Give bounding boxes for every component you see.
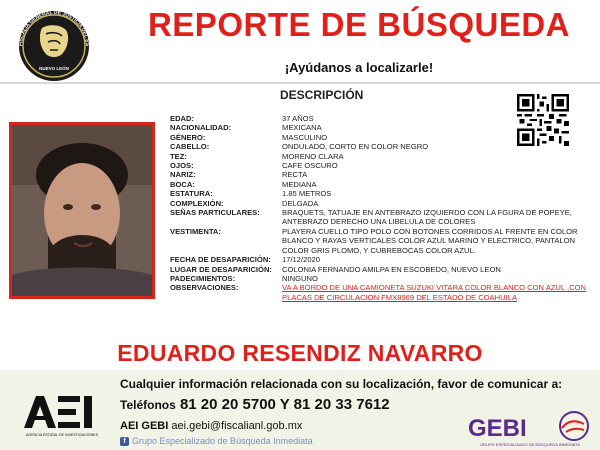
field-value: DELGADA <box>282 198 319 208</box>
email-address[interactable]: aei.gebi@fiscalianl.gob.mx <box>171 420 303 432</box>
field-row <box>170 123 595 132</box>
field-label: SEÑAS PARTICULARES: <box>170 208 260 218</box>
field-row <box>170 255 595 264</box>
person-photo-icon <box>12 125 152 296</box>
field-label: NACIONALIDAD: <box>170 123 232 133</box>
poster-title: REPORTE DE BÚSQUEDA <box>147 6 571 43</box>
field-row <box>170 227 595 255</box>
seal-state: NUEVO LEÓN <box>39 66 69 71</box>
description-heading: DESCRIPCIÓN <box>280 88 364 102</box>
field-label: LUGAR DE DESAPARICIÓN: <box>170 264 272 274</box>
facebook-icon: f <box>120 437 129 446</box>
field-row <box>170 283 595 302</box>
field-value: COLONIA FERNANDO AMILPA EN ESCOBEDO, NUEVO LEON <box>282 264 501 274</box>
contact-note: Cualquier información relacionada con su localización, favor de comunicar a: <box>120 377 563 391</box>
field-value: MASCULINO <box>282 132 328 142</box>
field-label: TEZ: <box>170 151 187 161</box>
field-label: FECHA DE DESAPARICIÓN: <box>170 255 271 265</box>
poster-subtitle: ¡Ayúdanos a localizarle! <box>284 60 434 75</box>
phones-label: Teléfonos <box>120 398 176 412</box>
field-label: EDAD: <box>170 114 195 123</box>
field-row <box>170 161 595 170</box>
field-row <box>170 199 595 208</box>
field-label: OJOS: <box>170 161 194 171</box>
field-row <box>170 180 595 189</box>
aei-logo-icon <box>22 390 102 440</box>
field-value: MEXICANA <box>282 123 322 133</box>
field-label: GÉNERO: <box>170 132 206 142</box>
field-row <box>170 170 595 179</box>
field-label: CABELLO: <box>170 142 210 152</box>
field-value: RECTA <box>282 170 308 180</box>
seal-text: FISCALÍA GENERAL DE JUSTICIA DEL ES <box>17 9 91 47</box>
field-value: ONDULADO, CORTO EN COLOR NEGRO <box>282 142 429 152</box>
field-value: 1.85 METROS <box>282 189 332 199</box>
field-value: MEDIANA <box>282 179 317 189</box>
field-row <box>170 142 595 151</box>
field-row <box>170 114 595 123</box>
field-label: NARIZ: <box>170 170 196 180</box>
field-row <box>170 208 595 227</box>
field-row <box>170 133 595 142</box>
field-label: PADECIMIENTOS: <box>170 273 236 283</box>
phones-line <box>120 396 390 413</box>
aei-caption: AGENCIA ESTATAL DE INVESTIGACIONES <box>26 433 98 437</box>
missing-person-photo <box>9 122 155 299</box>
email-line <box>120 420 302 432</box>
field-row <box>170 152 595 161</box>
gebi-logo-icon <box>466 408 594 450</box>
field-value: MORENO CLARA <box>282 151 344 161</box>
field-value: 37 AÑOS <box>282 114 314 123</box>
field-label: VESTIMENTA: <box>170 226 221 236</box>
field-row <box>170 274 595 283</box>
field-value: BRAQUETS, TATUAJE EN ANTEBRAZO IZQUIERDO CON LA FGURA DE POPEYE, ANTEBRAZO DERECHO UNA LIBELULA DE COLORES <box>282 208 572 227</box>
phone-numbers[interactable]: 81 20 20 5700 Y 81 20 33 7612 <box>179 396 390 413</box>
gebi-caption: GRUPO ESPECIALIZADO DE BÚSQUEDA INMEDIATA <box>480 442 580 447</box>
missing-person-name: EDUARDO RESENDIZ NAVARRO <box>117 340 483 366</box>
facebook-page[interactable]: Grupo Especializado de Búsqueda Inmediata <box>132 436 313 446</box>
field-label: OBSERVACIONES: <box>170 283 239 293</box>
email-label: AEI GEBI <box>120 420 169 432</box>
facebook-line[interactable] <box>120 436 313 446</box>
field-value: PLAYERA CUELLO TIPO POLO CON BOTONES CORRIDOS AL FRENTE EN COLOR BLANCO Y RAYAS VERTICALES COLOR AZUL MARINO Y ELECTRICO, PANTALON COLOR GRIS PLOMO, Y CUBREBOCAS COLOR AZUL. <box>282 226 578 255</box>
field-label: BOCA: <box>170 179 195 189</box>
field-value: 17/12/2020 <box>282 255 321 265</box>
gebi-logo-text: GEBI <box>468 415 527 442</box>
field-label: COMPLEXIÓN: <box>170 198 224 208</box>
field-row <box>170 265 595 274</box>
header-divider <box>0 82 600 84</box>
field-label: ESTATURA: <box>170 189 213 199</box>
field-value: NINGUNO <box>282 273 318 283</box>
field-value: CAFE OSCURO <box>282 161 338 171</box>
description-fields <box>170 114 595 302</box>
observations-value: VA A BORDO DE UNA CAMIONETA SUZUKI VITARA COLOR BLANCO CON AZUL ,CON PLACAS DE CIRCULACION FMX8969 DEL ESTADO DE COAHUILA <box>282 283 586 302</box>
fiscalia-seal-icon <box>8 6 100 82</box>
field-row <box>170 189 595 198</box>
